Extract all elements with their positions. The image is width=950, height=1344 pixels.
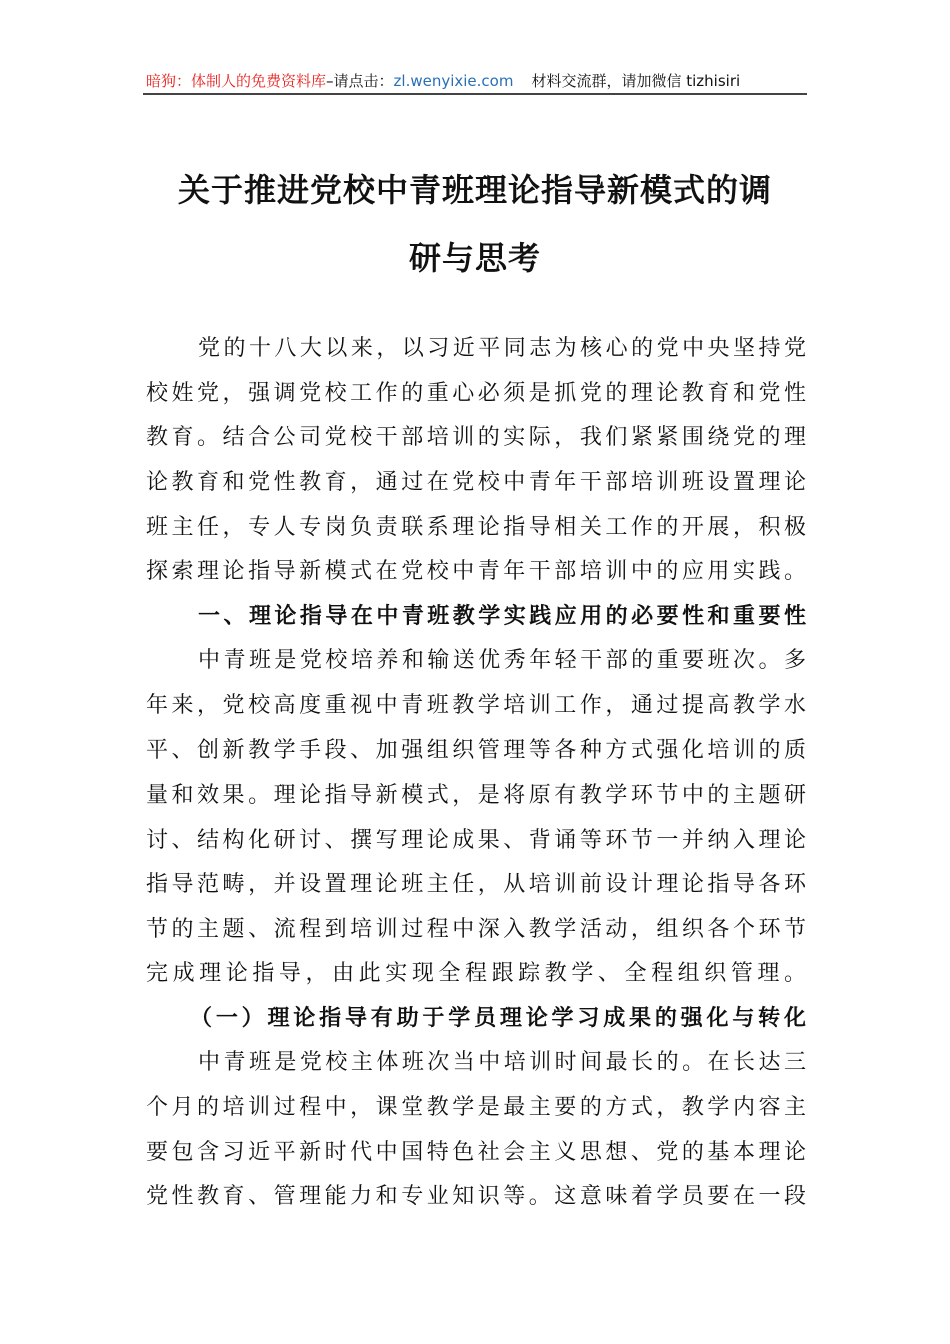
- paragraph-line: 党的十八大以来，以习近平同志为核心的党中央坚持党: [198, 336, 806, 361]
- header-link[interactable]: zl.wenyixie.com: [393, 72, 514, 90]
- section-heading: 一、理论指导在中青班教学实践应用的必要性和重要性: [198, 604, 806, 629]
- paragraph-line: 量和效果。理论指导新模式，是将原有教学环节中的主题研: [146, 783, 806, 808]
- paragraph-line: 党性教育、管理能力和专业知识等。这意味着学员要在一段: [146, 1184, 806, 1209]
- paragraph-line: 年来，党校高度重视中青班教学培训工作，通过提高教学水: [146, 693, 806, 718]
- document-title-line-1: 关于推进党校中青班理论指导新模式的调: [177, 171, 772, 209]
- paragraph-line: 平、创新教学手段、加强组织管理等各种方式强化培训的质: [146, 738, 806, 763]
- header-brand: 暗狗：体制人的免费资料库: [146, 72, 327, 90]
- page-header: [146, 70, 806, 91]
- paragraph-line: 讨、结构化研讨、撰写理论成果、背诵等环节一并纳入理论: [146, 828, 806, 853]
- paragraph-line: 中青班是党校主体班次当中培训时间最长的。在长达三: [198, 1050, 806, 1075]
- paragraph-line: 个月的培训过程中，课堂教学是最主要的方式，教学内容主: [146, 1095, 806, 1120]
- paragraph-line: 论教育和党性教育，通过在党校中青年干部培训班设置理论: [146, 470, 806, 495]
- document-title-line-2: 研与思考: [408, 239, 541, 277]
- paragraph-line: 班主任，专人专岗负责联系理论指导相关工作的开展，积极: [146, 515, 806, 540]
- header-prompt: –请点击：: [326, 72, 394, 90]
- paragraph-line: 校姓党，强调党校工作的重心必须是抓党的理论教育和党性: [146, 381, 806, 406]
- paragraph-line: 节的主题、流程到培训过程中深入教学活动，组织各个环节: [146, 917, 806, 942]
- header-contact: 材料交流群，请加微信 tizhisiri: [531, 72, 741, 90]
- paragraph-line: 要包含习近平新时代中国特色社会主义思想、党的基本理论: [146, 1140, 806, 1165]
- paragraph-line: 探索理论指导新模式在党校中青年干部培训中的应用实践。: [146, 559, 806, 584]
- header-divider: [143, 93, 807, 95]
- paragraph-line: 中青班是党校培养和输送优秀年轻干部的重要班次。多: [198, 648, 806, 673]
- paragraph-line: 指导范畴，并设置理论班主任，从培训前设计理论指导各环: [146, 872, 806, 897]
- paragraph-line: 完成理论指导，由此实现全程跟踪教学、全程组织管理。: [146, 961, 806, 986]
- subsection-heading: （一）理论指导有助于学员理论学习成果的强化与转化: [190, 1006, 806, 1031]
- paragraph-line: 教育。结合公司党校干部培训的实际，我们紧紧围绕党的理: [146, 425, 806, 450]
